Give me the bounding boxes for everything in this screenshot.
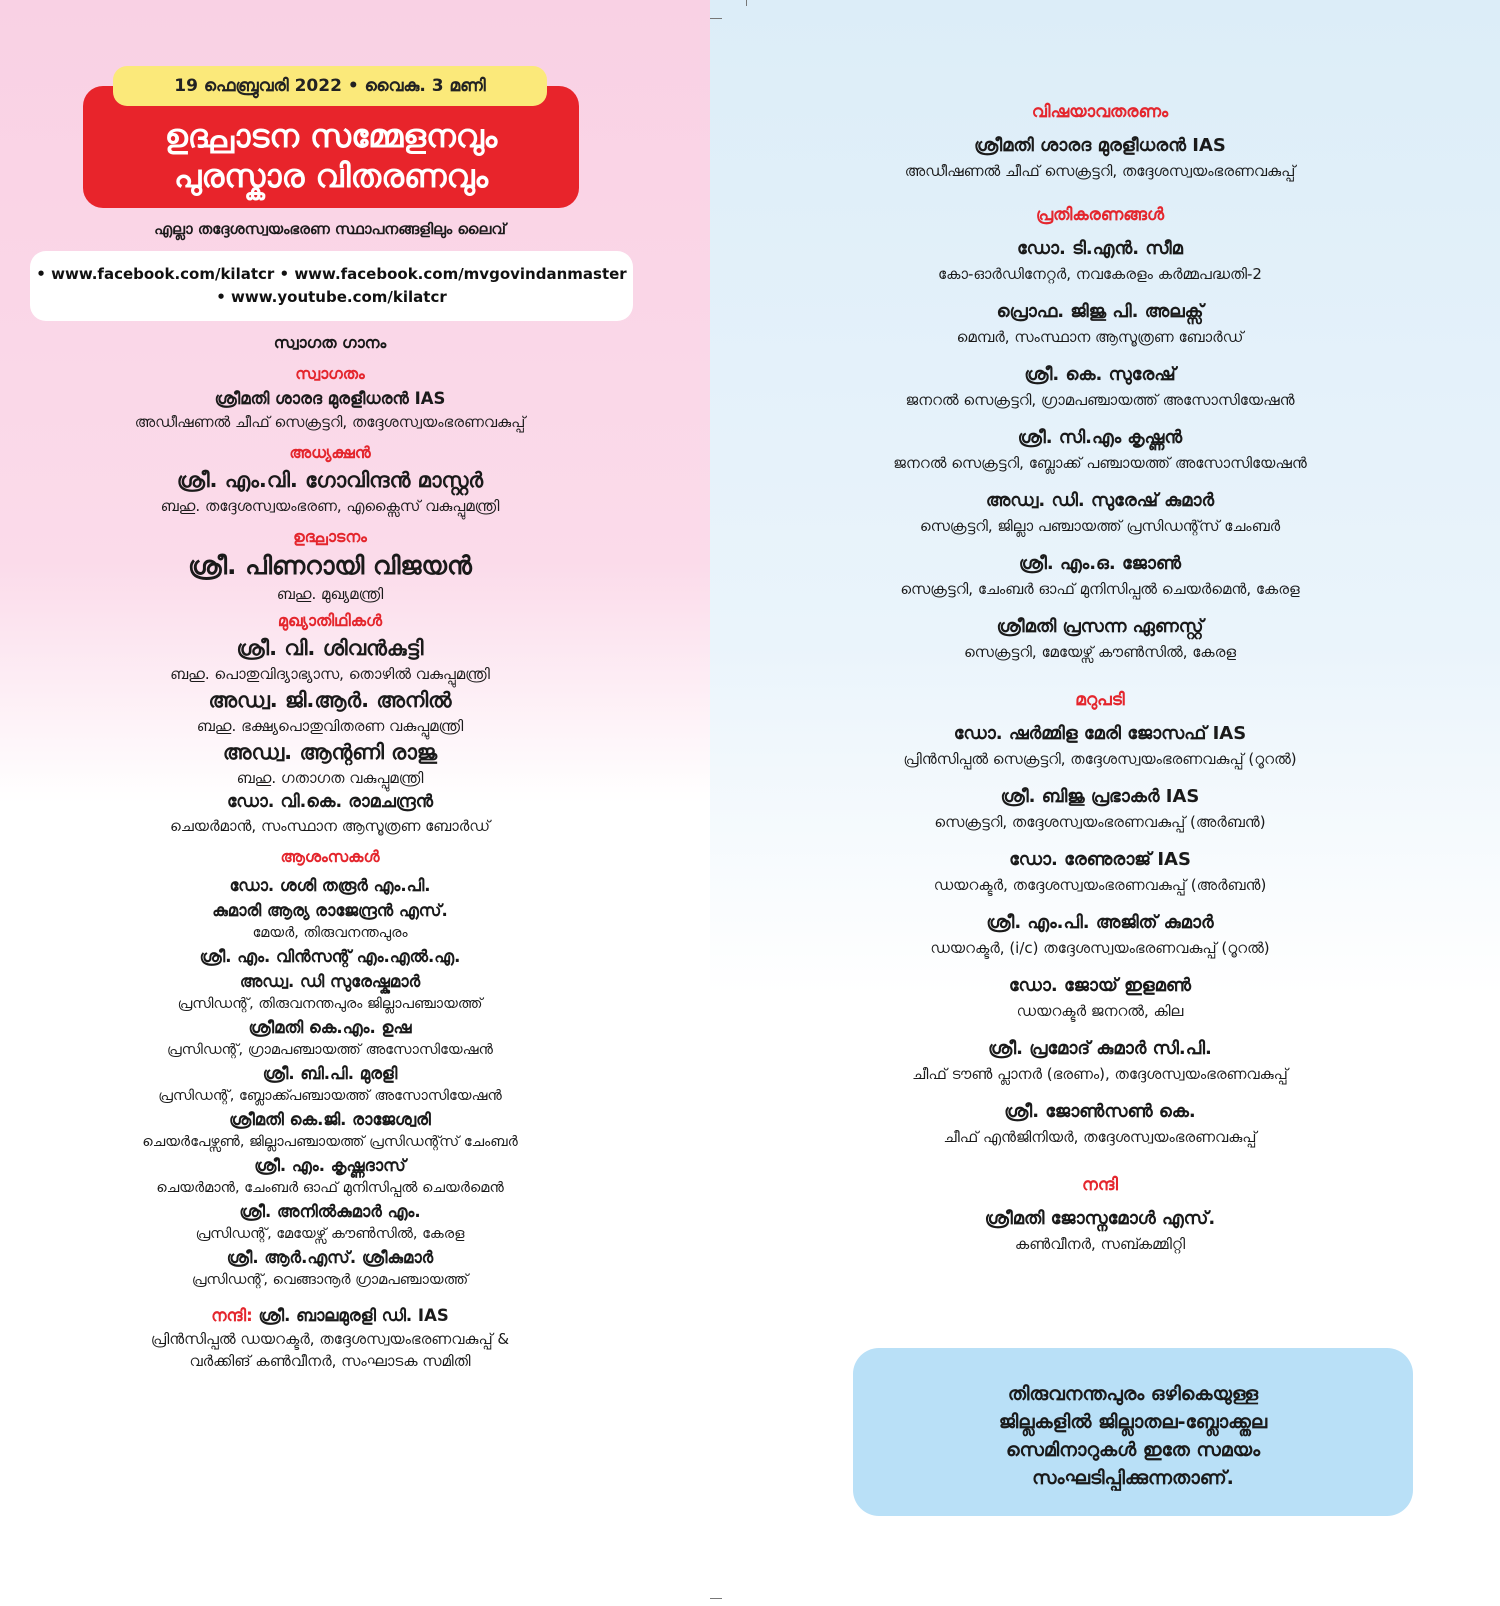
speaker-name: കുമാരി ആര്യ രാജേന്ദ്രൻ എസ്. [212,901,448,920]
speaker-name: ഡോ. ജോയ് ഇളമൺ [1008,975,1192,996]
speaker-name: അഡ്വ. ഡി. സുരേഷ് കുമാർ [985,490,1215,511]
speaker-role: പ്രസിഡന്റ്, വെങ്ങാനൂർ ഗ്രാമപഞ്ചായത്ത് [191,1272,469,1288]
speaker-name: ഡോ. ഷർമ്മിള മേരി ജോസഫ് IAS [953,723,1247,744]
speaker-role: സെക്രട്ടറി, മേയേഴ്സ് കൗൺസിൽ, കേരള [963,643,1237,661]
stream-link-line[interactable]: • www.facebook.com/kilatcr • www.facebook.com/mvgovindanmaster [36,265,627,283]
speaker-name: ശ്രീ. എം.പി. അജിത് കുമാർ [986,912,1214,933]
speaker-role: വർക്കിങ് കൺവീനർ, സംഘാടക സമിതി [189,1352,471,1370]
speaker-name: അഡ്വ. ഡി സുരേഷ്കുമാർ [239,972,421,991]
note-line: തിരുവനന്തപുരം ഒഴികെയുള്ള [1007,1383,1259,1405]
welcome-song-label: സ്വാഗത ഗാനം [273,333,387,352]
speaker-name: ശ്രീ. ബാലമുരളി ഡി. IAS [258,1306,449,1325]
speaker-role: അഡീഷണൽ ചീഫ് സെക്രട്ടറി, തദ്ദേശസ്വയംഭരണവകുപ്പ് [904,162,1296,180]
event-title-line: പുരസ്കാര വിതരണവും [174,157,488,195]
speaker-name: ശ്രീമതി കെ.ജി. രാജേശ്വരി [229,1110,431,1129]
stream-link-line[interactable]: • www.youtube.com/kilatcr [216,288,447,306]
speaker-role: സെക്രട്ടറി, തദ്ദേശസ്വയംഭരണവകുപ്പ് (അർബൻ) [934,813,1266,831]
speaker-name: ശ്രീ. എം.ഒ. ജോൺ [1018,553,1182,574]
speaker-role: മെമ്പർ, സംസ്ഥാന ആസൂത്രണ ബോർഡ് [956,328,1244,346]
programme-left-column [40,330,620,1372]
speaker-name: ശ്രീമതി പ്രസന്ന ഏണസ്റ്റ് [996,616,1204,637]
speaker-role: ചീഫ് എൻജിനിയർ, തദ്ദേശസ്വയംഭരണവകുപ്പ് [943,1128,1257,1146]
speaker-role: ബഹു. പൊതുവിദ്യാഭ്യാസ, തൊഴിൽ വകുപ്പുമന്ത്രി [170,665,490,683]
speaker-role: പ്രസിഡന്റ്, ഗ്രാമപഞ്ചായത്ത് അസോസിയേഷൻ [167,1042,493,1058]
speaker-role: പ്രസിഡന്റ്, മേയേഴ്സ് കൗൺസിൽ, കേരള [195,1226,465,1242]
section-heading: ആശംസകൾ [280,847,380,866]
speaker-name: അഡ്വ. ജി.ആർ. അനിൽ [208,688,452,712]
speaker-role: കൺവീനർ, സബ്കമ്മിറ്റി [1014,1235,1186,1253]
speaker-role: ഡയറക്ടർ ജനറൽ, കില [1016,1002,1184,1020]
speaker-name: ശ്രീ. സി.എം കൃഷ്ണൻ [1017,427,1183,448]
section-heading: വിഷയാവതരണം [1031,102,1169,122]
speaker-role: കോ-ഓർഡിനേറ്റർ, നവകേരളം കർമ്മപദ്ധതി-2 [938,265,1262,283]
speaker-name: ശ്രീ. കെ. സുരേഷ് [1024,364,1176,385]
section-heading: അധ്യക്ഷൻ [289,443,371,462]
speaker-name: അഡ്വ. ആന്റണി രാജു [222,740,438,764]
speaker-role: സെക്രട്ടറി, ജില്ലാ പഞ്ചായത്ത് പ്രസിഡന്റ്സ് ചേംബർ [919,517,1281,535]
speaker-name: പ്രൊഫ. ജിജു പി. അലക്സ് [996,301,1204,322]
speaker-name: ശ്രീ. അനിൽകുമാർ എം. [239,1202,421,1221]
speaker-name: ശ്രീ. പിണറായി വിജയൻ [188,551,472,580]
speaker-role: പ്രസിഡന്റ്, ബ്ലോക്ക്പഞ്ചായത്ത് അസോസിയേഷൻ [158,1088,502,1104]
speaker-name: ശ്രീ. വി. ശിവൻകുട്ടി [236,636,424,660]
speaker-role: ബഹു. ഗതാഗത വകുപ്പുമന്ത്രി [236,769,424,787]
speaker-name: ശ്രീ. എം. വിൻസന്റ് എം.എൽ.എ. [199,947,461,966]
note-line: സെമിനാറുകൾ ഇതേ സമയം [1005,1439,1261,1461]
speaker-name: ഡോ. വി.കെ. രാമചന്ദ്രൻ [226,792,434,812]
thanks-label: നന്ദി: [211,1306,253,1325]
speaker-name: ശ്രീ. ആർ.എസ്. ശ്രീകുമാർ [226,1248,434,1267]
speaker-name: ശ്രീമതി ശാരദ മുരളീധരൻ IAS [214,389,446,408]
speaker-role: അഡീഷണൽ ചീഫ് സെക്രട്ടറി, തദ്ദേശസ്വയംഭരണവകുപ്പ് [134,413,526,431]
speaker-name: ശ്രീമതി കെ.എം. ഉഷ [248,1018,412,1037]
crop-mark [746,0,747,6]
speaker-role: പ്രിൻസിപ്പൽ സെക്രട്ടറി, തദ്ദേശസ്വയംഭരണവകുപ്പ് (റൂറൽ) [903,750,1297,768]
speaker-role: ചെയർമാൻ, സംസ്ഥാന ആസൂത്രണ ബോർഡ് [170,817,490,835]
speaker-name: ശ്രീ. ജോൺസൺ കെ. [1004,1101,1196,1122]
thanks-line [40,1303,620,1328]
speaker-role: ബഹു. മുഖ്യമന്ത്രി [276,585,384,603]
speaker-role: ഡയറക്ടർ, (i/c) തദ്ദേശസ്വയംഭരണവകുപ്പ് (റൂറൽ) [930,939,1270,957]
speaker-role: ജനറൽ സെക്രട്ടറി, ബ്ലോക്ക് പഞ്ചായത്ത് അസോസിയേഷൻ [893,454,1307,472]
crop-mark [710,1598,722,1599]
speaker-role: ജനറൽ സെക്രട്ടറി, ഗ്രാമപഞ്ചായത്ത് അസോസിയേഷൻ [905,391,1295,409]
speaker-name: ഡോ. ടി.എൻ. സീമ [1017,238,1183,259]
speaker-role: പ്രസിഡന്റ്, തിരുവനന്തപുരം ജില്ലാപഞ്ചായത്ത് [177,996,483,1012]
speaker-name: ശ്രീമതി ശാരദ മുരളീധരൻ IAS [974,135,1226,156]
note-line: സംഘടിപ്പിക്കുന്നതാണ്. [1032,1467,1234,1489]
section-heading: മറുപടി [1075,690,1125,710]
speaker-name: ഡോ. രേണുരാജ് IAS [1009,849,1191,870]
speaker-name: ശ്രീ. ബി.പി. മുരളി [262,1064,398,1083]
section-heading: പ്രതികരണങ്ങൾ [1035,205,1165,225]
speaker-role: ചീഫ് ടൗൺ പ്ലാനർ (ഭരണം), തദ്ദേശസ്വയംഭരണവകുപ്പ് [912,1065,1288,1083]
speaker-role: ഡയറക്ടർ, തദ്ദേശസ്വയംഭരണവകുപ്പ് (അർബൻ) [933,876,1267,894]
speaker-name: ശ്രീ. ബിജു പ്രഭാകർ IAS [1000,786,1200,807]
speaker-role: ബഹു. ഭക്ഷ്യപൊതുവിതരണ വകുപ്പുമന്ത്രി [196,717,464,735]
section-heading: മുഖ്യാതിഥികൾ [277,611,383,630]
speaker-role: സെക്രട്ടറി, ചേംബർ ഓഫ് മുനിസിപ്പൽ ചെയർമെൻ, കേരള [900,580,1300,598]
crop-mark [710,18,722,19]
event-title-line: ഉദ്ഘാടന സമ്മേളനവും [164,117,498,155]
programme-right-column [850,100,1350,1268]
section-heading: സ്വാഗതം [295,364,365,383]
speaker-name: ശ്രീ. എം. കൃഷ്ണദാസ് [254,1156,406,1175]
speaker-role: ചെയർമാൻ, ചേംബർ ഓഫ് മുനിസിപ്പൽ ചെയർമെൻ [156,1180,504,1196]
speaker-role: മേയർ, തിരുവനന്തപുരം [252,925,408,941]
speaker-name: ശ്രീ. പ്രമോദ് കുമാർ സി.പി. [988,1038,1212,1059]
section-heading: നന്ദി [1082,1175,1118,1195]
note-line: ജില്ലകളിൽ ജില്ലാതല-ബ്ലോക്ക്തല [998,1411,1268,1433]
speaker-role: ബഹു. തദ്ദേശസ്വയംഭരണ, എക്സൈസ് വകുപ്പുമന്ത്രി [160,497,500,515]
seminar-note-box [853,1348,1413,1516]
speaker-role: പ്രിൻസിപ്പൽ ഡയറക്ടർ, തദ്ദേശസ്വയംഭരണവകുപ്പ് & [150,1330,510,1348]
live-notice: എല്ലാ തദ്ദേശസ്വയംഭരണ സ്ഥാപനങ്ങളിലും ലൈവ് [154,220,506,238]
stream-links-box [30,251,633,321]
event-date-badge: 19 ഫെബ്രുവരി 2022 • വൈകു. 3 മണി [113,66,547,106]
speaker-name: ശ്രീ. എം.വി. ഗോവിന്ദൻ മാസ്റ്റർ [176,468,484,492]
speaker-role: ചെയർപേഴ്സൺ, ജില്ലാപഞ്ചായത്ത് പ്രസിഡന്റ്സ് ചേംബർ [142,1134,518,1150]
speaker-name: ശ്രീമതി ജോസ്നമോൾ എസ്. [984,1208,1216,1229]
speaker-name: ഡോ. ശശി തരൂർ എം.പി. [229,876,431,895]
section-heading: ഉദ്ഘാടനം [293,527,367,546]
